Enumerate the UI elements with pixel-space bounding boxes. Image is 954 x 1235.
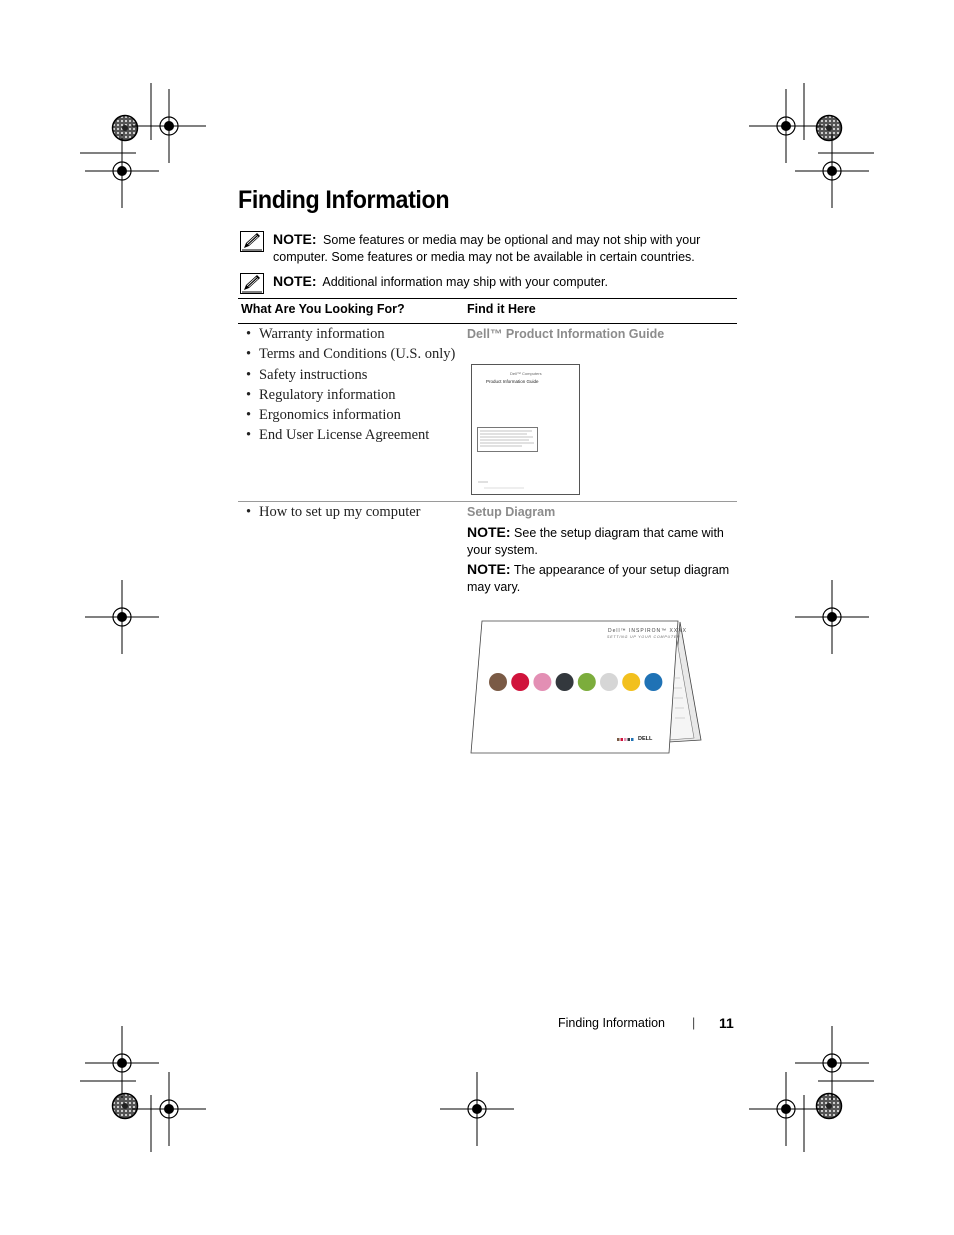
table-row-items <box>246 324 455 446</box>
booklet-title: Product Information Guide <box>486 379 539 384</box>
column-header-find-it-here: Find it Here <box>467 302 536 316</box>
footer-separator: | <box>692 1016 696 1030</box>
color-dot <box>533 673 551 691</box>
note-label: NOTE: <box>467 561 511 577</box>
page-title: Finding Information <box>238 186 450 214</box>
note-pencil-icon <box>240 231 264 252</box>
list-item: • Terms and Conditions (U.S. only) <box>246 344 455 364</box>
list-item: • Warranty information <box>246 324 455 344</box>
booklet-brand: Dell™ Computers <box>510 371 542 376</box>
list-item: • Safety instructions <box>246 365 455 385</box>
source-setup-diagram: Setup Diagram <box>467 505 556 519</box>
note-text: See the setup diagram that came with your system. <box>467 526 724 557</box>
list-item: • How to set up my computer <box>246 502 421 522</box>
color-dot <box>578 673 596 691</box>
color-dot <box>644 673 662 691</box>
list-item: • Ergonomics information <box>246 405 455 425</box>
column-header-looking-for: What Are You Looking For? <box>241 302 405 316</box>
color-dot <box>556 673 574 691</box>
source-product-information-guide: Dell™ Product Information Guide <box>467 327 665 341</box>
booklet-footer-lines <box>478 480 528 490</box>
note-text: Additional information may ship with your computer. <box>322 275 608 289</box>
setup-note-2 <box>467 561 737 596</box>
note-text: The appearance of your setup diagram may vary. <box>467 563 730 594</box>
color-dot <box>511 673 529 691</box>
dell-logo: DELL <box>638 736 653 742</box>
product-information-guide-image <box>471 364 580 495</box>
setup-note-1 <box>467 524 737 559</box>
list-item: • Regulatory information <box>246 385 455 405</box>
color-dot <box>600 673 618 691</box>
footer-section-title: Finding Information <box>558 1016 666 1030</box>
list-item: • End User License Agreement <box>246 425 455 445</box>
table-row-items <box>246 502 421 522</box>
note-label: NOTE: <box>467 524 511 540</box>
color-dot <box>489 673 507 691</box>
note-label: NOTE: <box>273 273 317 289</box>
diagram-subtitle: SETTING UP YOUR COMPUTER <box>607 635 681 639</box>
table-top-rule <box>238 298 737 299</box>
setup-diagram-image <box>468 618 704 758</box>
diagram-brand: Dell™ INSPIRON™ XXXX <box>608 628 687 634</box>
booklet-warning-box <box>477 427 539 453</box>
setup-diagram-card <box>468 618 704 758</box>
color-dot <box>622 673 640 691</box>
note-label: NOTE: <box>273 231 317 247</box>
note-text: Some features or media may be optional and may not ship with your computer. Some features or media may not be available in certain countries. <box>273 233 701 264</box>
note-pencil-icon <box>240 273 264 294</box>
page-number: 11 <box>719 1015 734 1031</box>
